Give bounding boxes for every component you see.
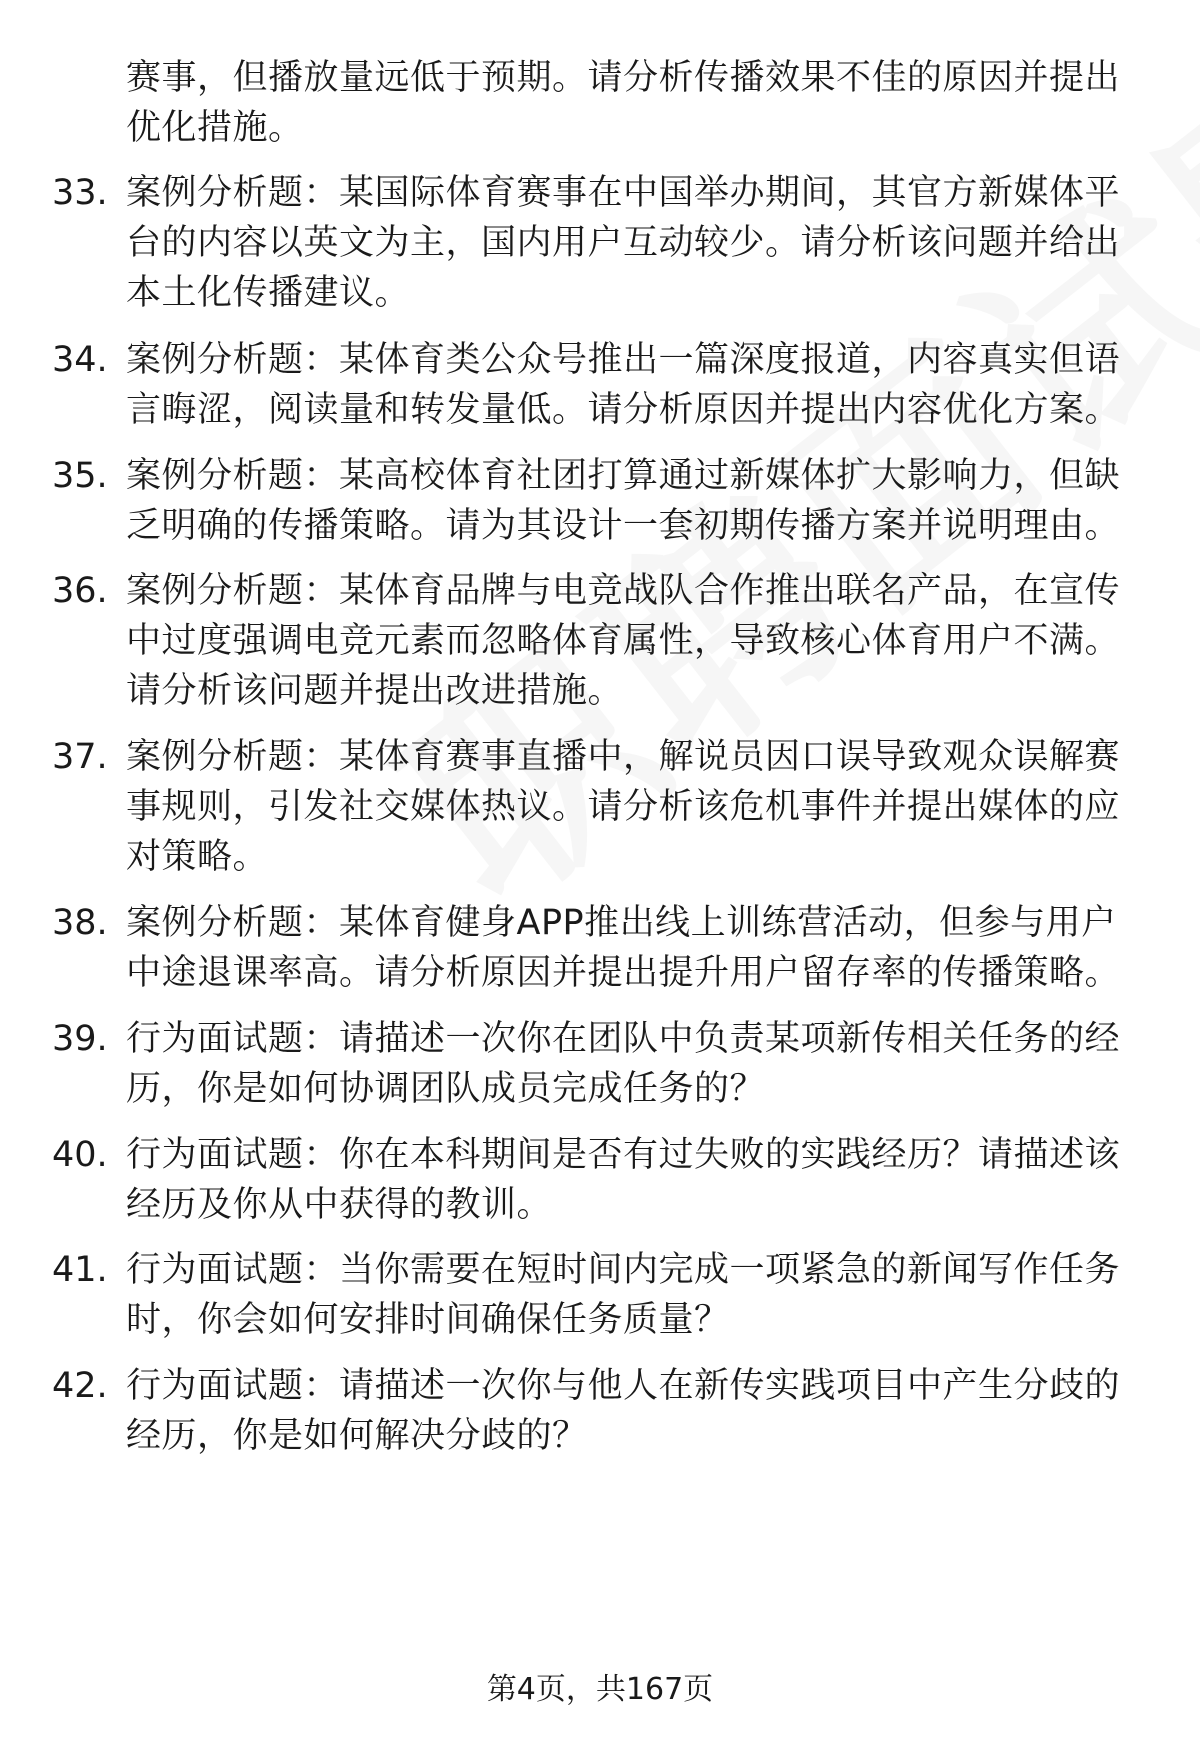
- page-number: 第4页，共167页: [486, 1672, 714, 1707]
- question-number: 36.: [52, 571, 108, 611]
- question-number: 39.: [52, 1019, 108, 1059]
- question-text: 行为面试题：请描述一次你在团队中负责某项新传相关任务的经 历，你是如何协调团队成员完成任务的？: [126, 1019, 1121, 1109]
- question-number: 42.: [52, 1366, 108, 1406]
- question-number: 37.: [52, 737, 108, 777]
- question-text: 行为面试题：当你需要在短时间内完成一项紧急的新闻写作任务 时，你会如何安排时间确保任务质量？: [126, 1250, 1121, 1340]
- question-text: 案例分析题：某体育赛事直播中，解说员因口误导致观众误解赛 事规则，引发社交媒体热议。请分析该危机事件并提出媒体的应 对策略。: [126, 737, 1121, 877]
- question-number: 38.: [52, 903, 108, 943]
- question-text: 案例分析题：某高校体育社团打算通过新媒体扩大影响力，但缺 乏明确的传播策略。请为其设计一套初期传播方案并说明理由。: [126, 456, 1121, 546]
- intro-text: 赛事，但播放量远低于预期。请分析传播效果不佳的原因并提出 优化措施。: [126, 58, 1121, 148]
- question-number: 41.: [52, 1250, 108, 1290]
- question-number: 34.: [52, 340, 108, 380]
- question-text: 案例分析题：某体育品牌与电竞战队合作推出联名产品，在宣传 中过度强调电竞元素而忽略体育属性，导致核心体育用户不满。 请分析该问题并提出改进措施。: [126, 571, 1121, 711]
- question-number: 35.: [52, 456, 108, 496]
- question-number: 40.: [52, 1135, 108, 1175]
- question-number: 33.: [52, 173, 108, 213]
- question-text: 案例分析题：某体育健身APP推出线上训练营活动，但参与用户 中途退课率高。请分析原因并提出提升用户留存率的传播策略。: [126, 903, 1121, 993]
- question-text: 案例分析题：某国际体育赛事在中国举办期间，其官方新媒体平 台的内容以英文为主，国内用户互动较少。请分析该问题并给出 本土化传播建议。: [126, 173, 1121, 313]
- question-text: 行为面试题：你在本科期间是否有过失败的实践经历？请描述该 经历及你从中获得的教训。: [126, 1135, 1121, 1225]
- question-text: 行为面试题：请描述一次你与他人在新传实践项目中产生分歧的 经历，你是如何解决分歧的？: [126, 1366, 1121, 1456]
- question-text: 案例分析题：某体育类公众号推出一篇深度报道，内容真实但语 言晦涩，阅读量和转发量低。请分析原因并提出内容优化方案。: [126, 340, 1121, 430]
